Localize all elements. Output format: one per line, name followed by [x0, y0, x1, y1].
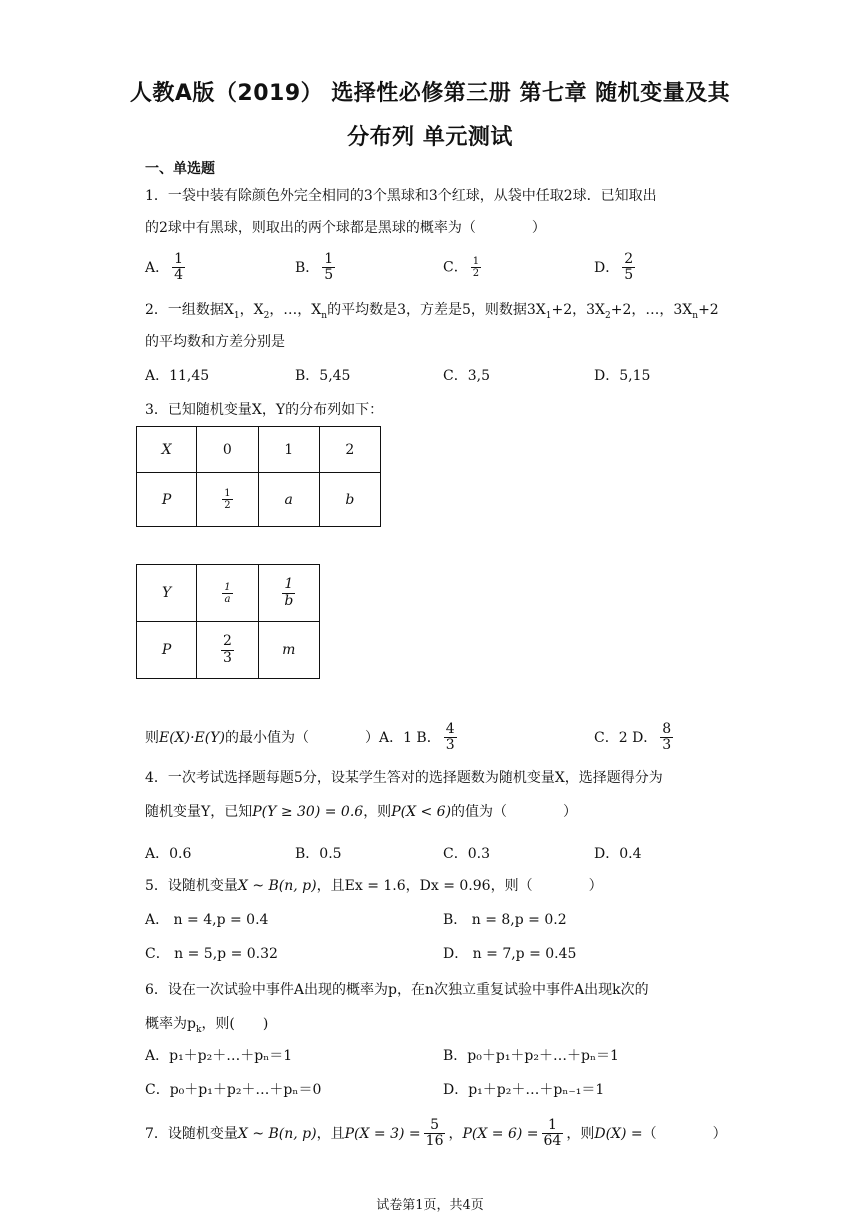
title-line-1: 人教A版（2019） 选择性必修第三册 第七章 随机变量及其 [129, 81, 731, 106]
q1-option-b: B． $\frac{1}{5}$ [295, 251, 334, 284]
q2-option-b: B．5,45 [295, 368, 351, 384]
table-y-label: Y [137, 565, 197, 622]
q3-intro: 3．已知随机变量X，Y的分布列如下： [145, 402, 384, 418]
q5-line: 5．设随机变量X ~ B(n, p)，且Ex = 1.6，Dx = 0.96，则（ ） [145, 878, 603, 894]
q4-option-b: B．0.5 [295, 846, 342, 862]
q1-line-2: 的2球中有黑球，则取出的两个球都是黑球的概率为（ ） [145, 220, 546, 236]
q5-option-c: C． n = 5,p = 0.32 [145, 946, 278, 962]
q4-line-1: 4．一次考试选择题每题5分，设某学生答对的选择题数为随机变量X，选择题得分为 [145, 770, 663, 786]
q1-option-d: D． $\frac{2}{5}$ [594, 251, 634, 284]
table-x-p1: a [258, 473, 319, 527]
table-x-header-x: X [137, 427, 197, 473]
table-x-p2: b [319, 473, 380, 527]
q6-line-2: 概率为$p_k$，则( ) [145, 1016, 269, 1035]
q6-option-d: D．p₁＋p₂＋…＋pₙ₋₁＝1 [443, 1082, 605, 1098]
table-y-p1: $\frac{2}{3}$ [197, 622, 258, 679]
q2-option-a: A．11,45 [145, 368, 210, 384]
section-heading: 一、单选题 [145, 161, 215, 177]
q1-option-a: A． $\frac{1}{4}$ [145, 251, 184, 284]
table-y-p-label: P [137, 622, 197, 679]
table-x-p0: $\frac{1}{2}$ [197, 473, 258, 527]
q4-line-2: 随机变量Y，已知P(Y ≥ 30) = 0.6，则P(X < 6)的值为（ ） [145, 804, 578, 820]
q2-line-1: 2．一组数据$X_1$，$X_2$，…，$X_n$的平均数是3，方差是5，则数据$3X_1+2$，$3X_2+2$，…，$3X_n+2$ [145, 302, 719, 321]
q2-option-c: C．3,5 [443, 368, 490, 384]
table-x-header-2: 2 [319, 427, 380, 473]
q1-option-c: C． $\frac{1}{2}$ [443, 256, 480, 279]
q3-options-cd: C．2 D． $\frac{8}{3}$ [594, 721, 672, 754]
q5-option-b: B． n = 8,p = 0.2 [443, 912, 567, 928]
q6-line-1: 6．设在一次试验中事件A出现的概率为p，在n次独立重复试验中事件A出现k次的 [145, 982, 649, 998]
page-footer: 试卷第1页，共4页 [376, 1198, 484, 1213]
table-y-value-2: $\frac{1}{b}$ [258, 565, 319, 622]
q6-option-b: B．p₀＋p₁＋p₂＋…＋pₙ＝1 [443, 1048, 619, 1064]
table-y-p2: m [258, 622, 319, 679]
distribution-table-y [136, 564, 320, 679]
q5-option-d: D． n = 7,p = 0.45 [443, 946, 577, 962]
q2-option-d: D．5,15 [594, 368, 651, 384]
q4-option-a: A．0.6 [145, 846, 192, 862]
distribution-table-x [136, 426, 381, 527]
table-y-value-1: $\frac{1}{a}$ [197, 565, 258, 622]
q7-line: 7．设随机变量X ~ B(n, p)，且P(X = 3) = $\frac{5}{16}$ ，P(X = 6) = $\frac{1}{64}$ ，则D(X) =（ ） [145, 1117, 727, 1150]
q6-option-c: C．p₀＋p₁＋p₂＋…＋pₙ＝0 [145, 1082, 322, 1098]
q3-question: 则E(X)·E(Y)的最小值为（ ）A．1 B． $\frac{4}{3}$ [145, 721, 455, 754]
table-x-header-1: 1 [258, 427, 319, 473]
q2-line-2: 的平均数和方差分别是 [145, 334, 285, 350]
q4-option-c: C．0.3 [443, 846, 490, 862]
q6-option-a: A．p₁＋p₂＋…＋pₙ＝1 [145, 1048, 293, 1064]
title-line-2: 分布列 单元测试 [347, 125, 513, 150]
table-x-header-0: 0 [197, 427, 258, 473]
q1-line-1: 1．一袋中装有除颜色外完全相同的3个黑球和3个红球，从袋中任取2球．已知取出 [145, 188, 657, 204]
q4-option-d: D．0.4 [594, 846, 642, 862]
q5-option-a: A． n = 4,p = 0.4 [145, 912, 269, 928]
table-x-p-label: P [137, 473, 197, 527]
